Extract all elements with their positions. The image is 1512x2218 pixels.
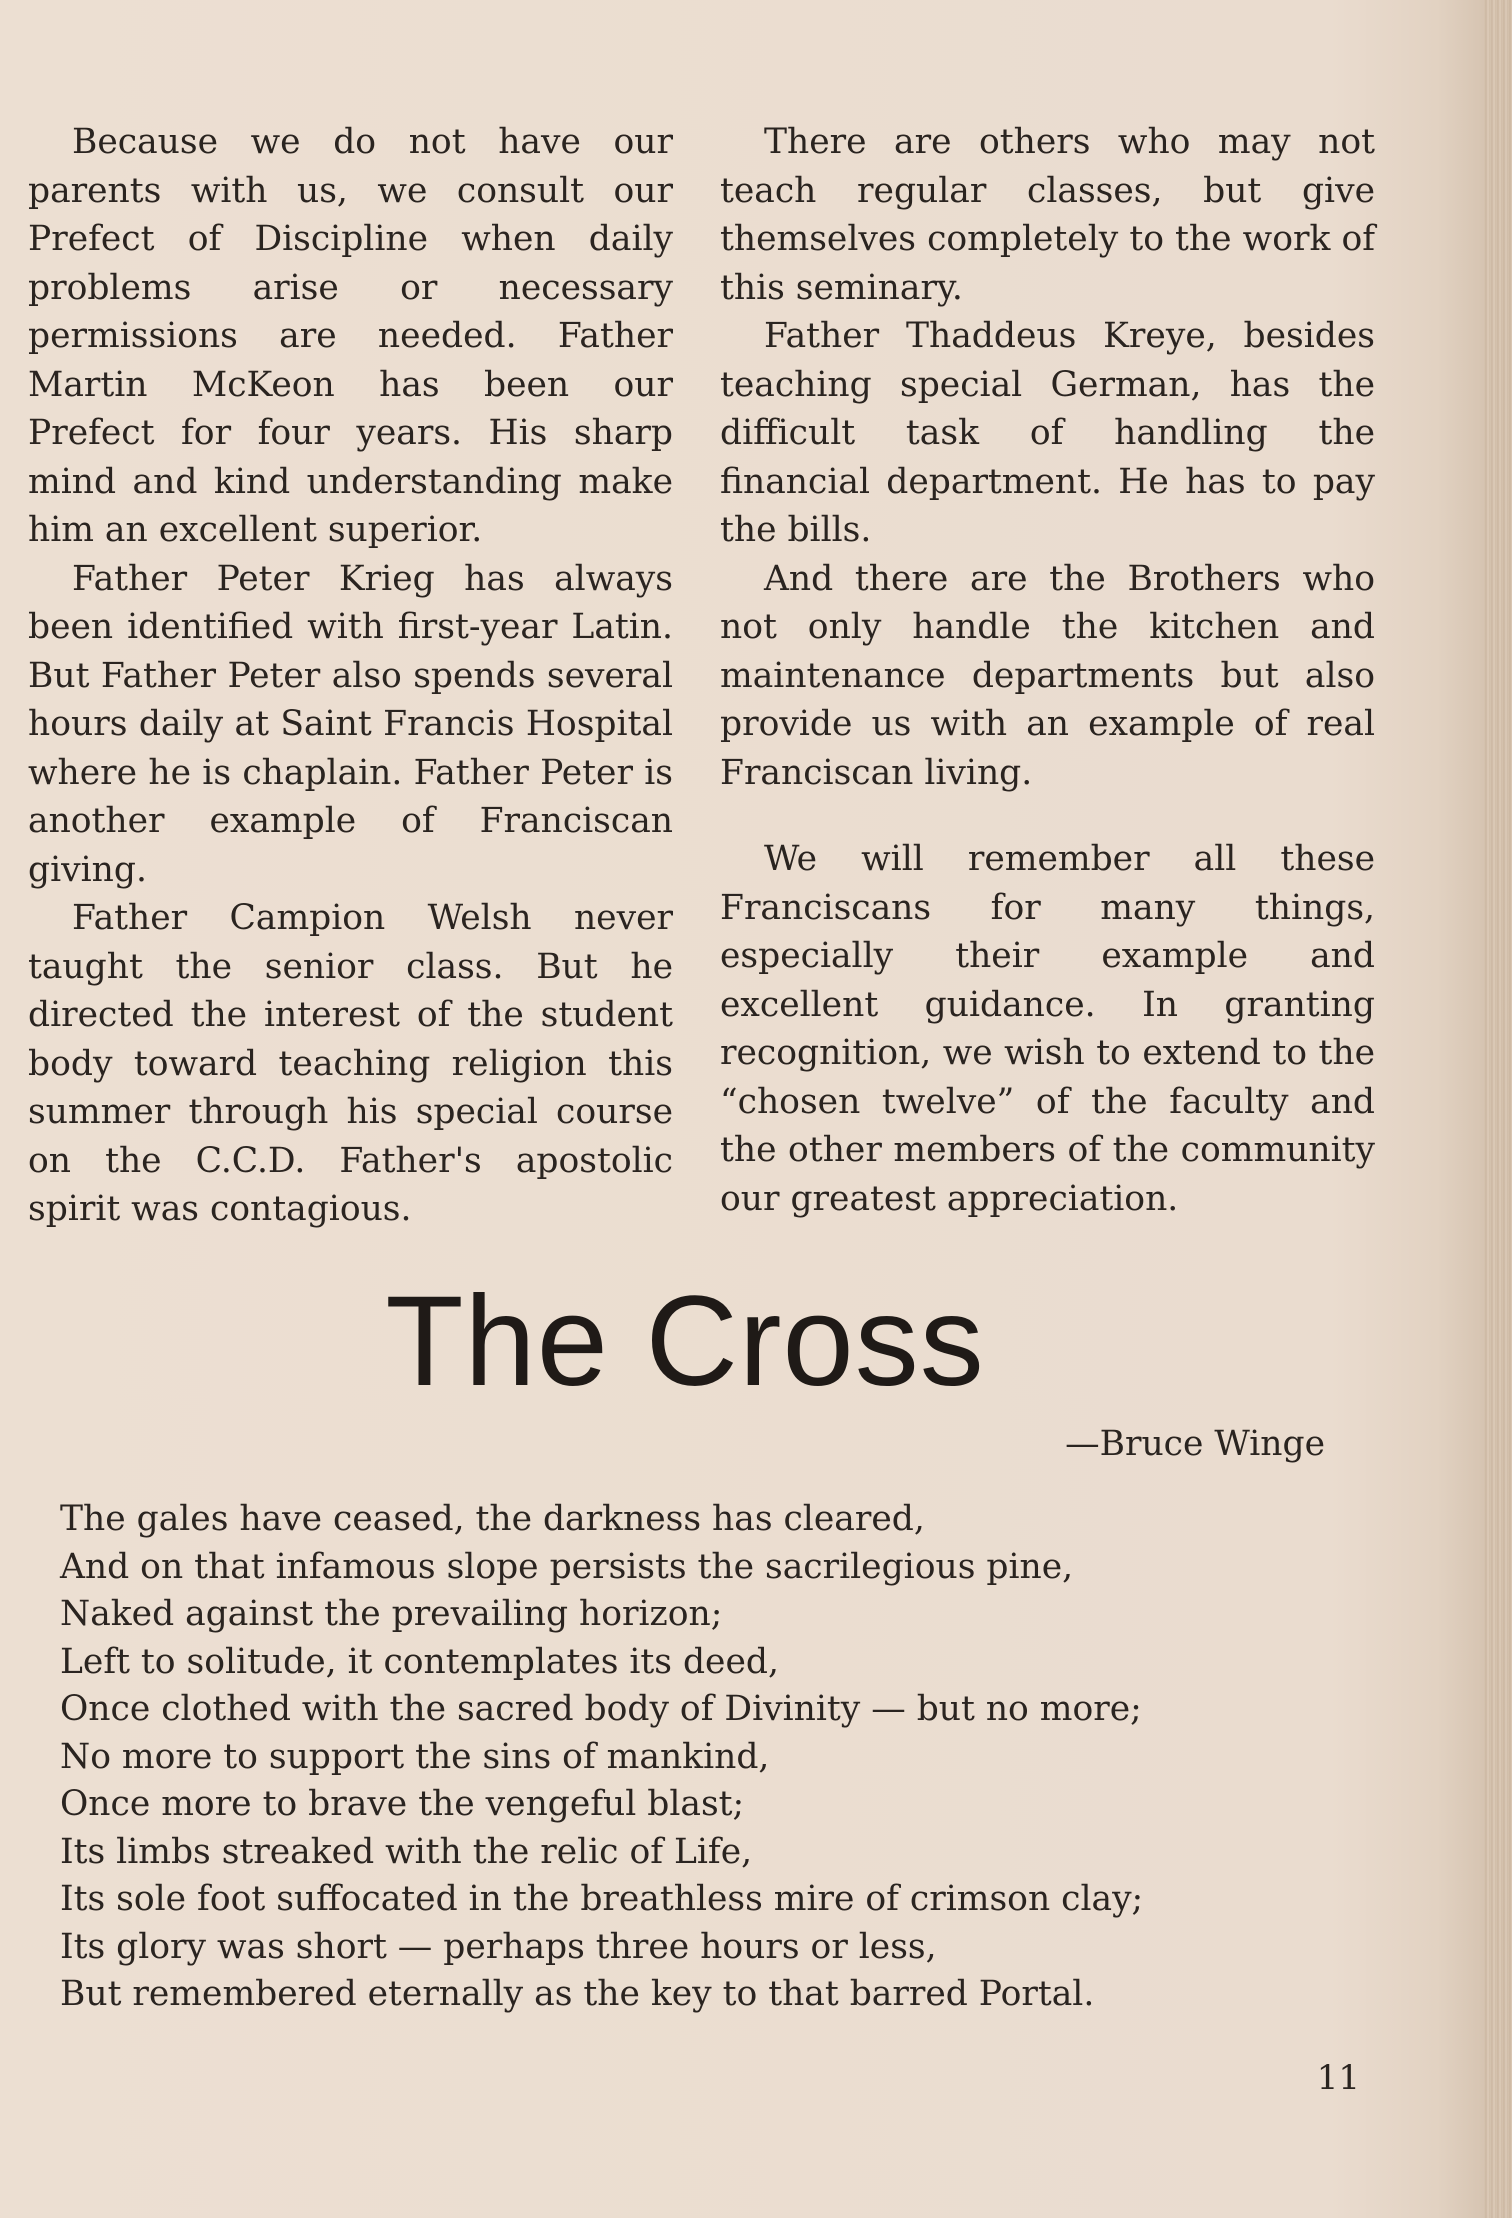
paragraph-gap — [720, 797, 1375, 835]
left-column — [28, 118, 673, 1234]
poem-line: Left to solitude, it contemplates its deed, — [60, 1641, 779, 1682]
poem-line: But remembered eternally as the key to that barred Portal. — [60, 1974, 1095, 2014]
right-column — [720, 118, 1375, 1223]
paragraph-others: There are others who may not teach regular classes, but give themselves completely to the work of this seminary. — [720, 122, 1375, 308]
poem-line: And on that infamous slope persists the sacrilegious pine, — [60, 1546, 1074, 1587]
poem-line: Once clothed with the sacred body of Divinity — but no more; — [60, 1689, 1142, 1729]
poem-line: Its sole foot suffocated in the breathless mire of crimson clay; — [60, 1879, 1144, 1919]
poem-title: The Cross — [385, 1270, 985, 1413]
paragraph-prefect: Because we do not have our parents with us, we consult our Prefect of Discipline when daily problems arise or necessary permissions are needed. Father Martin McKeon has been our Prefect for four years. His sharp mind and kind understanding make him an excellent superior. — [28, 122, 673, 550]
poem-line: The gales have ceased, the darkness has cleared, — [60, 1499, 925, 1539]
poem-body — [60, 1496, 1360, 2019]
poem-author: —Bruce Winge — [1065, 1424, 1325, 1464]
paragraph-father-peter: Father Peter Krieg has always been identified with first-year Latin. But Father Peter also spends several hours daily at Saint Francis Hospital where he is chaplain. Father Peter is another example of Franciscan giving. — [28, 558, 673, 890]
paragraph-closing: We will remember all these Franciscans for many things, especially their example and excellent guidance. In granting recognition, we wish to extend to the “chosen twelve” of the faculty and the other members of the community our greatest appreciation. — [720, 839, 1375, 1219]
paragraph-father-thaddeus: Father Thaddeus Kreye, besides teaching special German, has the difficult task of handling the financial department. He has to pay the bills. — [720, 316, 1375, 550]
paragraph-brothers: And there are the Brothers who not only handle the kitchen and maintenance departments but also provide us with an example of real Franciscan living. — [720, 558, 1375, 793]
page-number: 11 — [1316, 2058, 1360, 2098]
poem-line: Its limbs streaked with the relic of Life, — [60, 1831, 753, 1872]
paragraph-father-campion: Father Campion Welsh never taught the senior class. But he directed the interest of the student body toward teaching religion this summer through his special course on the C.C.D. Father's apostolic spirit was contagious. — [28, 898, 673, 1229]
poem-line: No more to support the sins of mankind, — [60, 1736, 770, 1777]
page-edge — [1484, 0, 1512, 2218]
poem-line: Once more to brave the vengeful blast; — [60, 1784, 745, 1824]
poem-line: Naked against the prevailing horizon; — [60, 1594, 723, 1634]
poem-line: Its glory was short — perhaps three hours or less, — [60, 1926, 937, 1967]
